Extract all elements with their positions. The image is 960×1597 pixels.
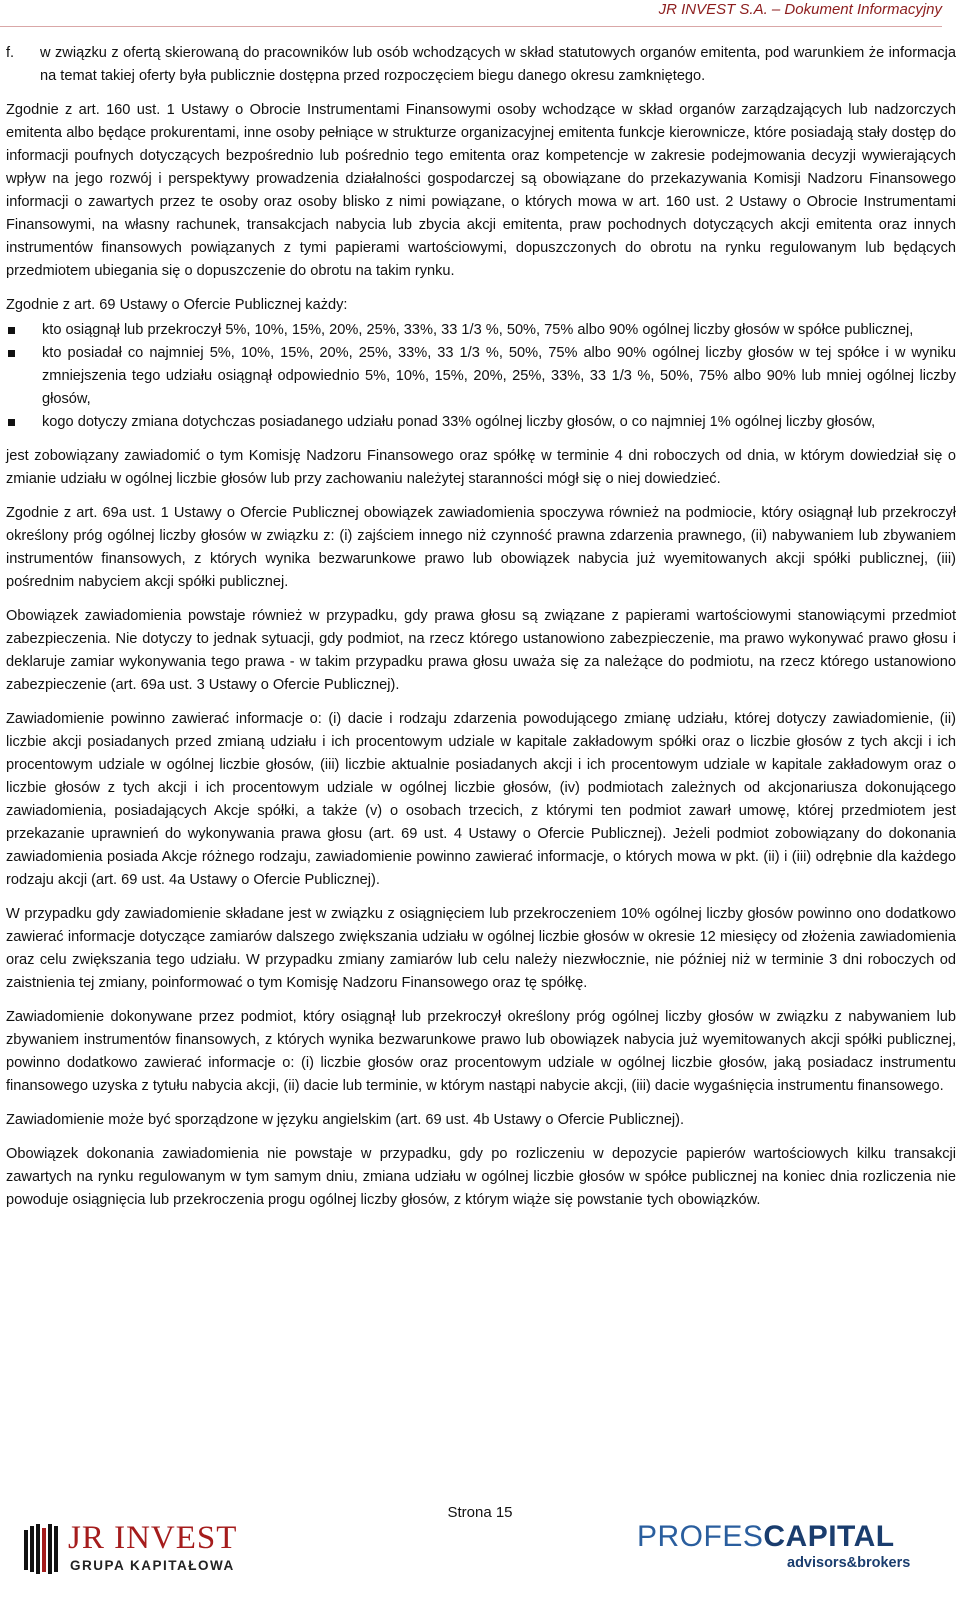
paragraph-art-160: Zgodnie z art. 160 ust. 1 Ustawy o Obrocie Instrumentami Finansowymi osoby wchodzące w skład organów zarządzających lub nadzorczych emitenta albo będące prokurentami, inne osoby pełniące w strukturze organizacyjnej emitenta funkcje kierownicze, które posiadają stały dostęp do informacji poufnych dotyczących bezpośrednio lub pośrednio tego emitenta oraz kompetencje w zakresie podejmowania decyzji wywierających wpływ na jego rozwój i perspektywy prowadzenia działalności gospodarczej są obowiązane do przekazywania Komisji Nadzoru Finansowego informacji o zawartych przez te osoby oraz osoby blisko z nimi powiązane, o których mowa w art. 160 ust. 2 Ustawy o Obrocie Instrumentami Finansowymi, na własny rachunek, transakcjach nabycia lub zbycia akcji emitenta, praw pochodnych dotyczących akcji emitenta oraz innych instrumentów finansowych powiązanych z tymi papierami wartościowymi, dopuszczonych do obrotu na rynku regulowanym lub będących przedmiotem ubiegania się o dopuszczenie do obrotu na takim rynku. — [6, 102, 956, 279]
square-bullet-icon — [6, 342, 42, 411]
threshold-list — [6, 319, 956, 434]
profescapital-brand — [637, 1520, 895, 1554]
list-item-f — [6, 42, 956, 88]
jr-invest-brand: JR INVEST — [68, 1520, 238, 1556]
paragraph-exemption: Obowiązek dokonania zawiadomienia nie powstaje w przypadku, gdy po rozliczeniu w depozycie papierów wartościowych kilku transakcji zawartych na rynku regulowanym w tym samym dniu, zmiana udziału w ogólnej liczbie głosów w spółce publicznej na koniec dnia rozliczenia nie powoduje osiągnięcia lub przekroczenia progu ogólnej liczby głosów, z którym wiąże się powstanie tych obowiązków. — [6, 1146, 956, 1208]
document-body — [6, 42, 956, 1223]
list-item — [6, 319, 956, 342]
paragraph-art-69a: Zgodnie z art. 69a ust. 1 Ustawy o Ofercie Publicznej obowiązek zawiadomienia spoczywa również na podmiocie, który osiągnął lub przekroczył określony próg ogólnej liczby głosów w związku z: (i) zajściem innego niż czynność prawna zdarzenia prawnego, (ii) nabywaniem lub zbywaniem instrumentów finansowych, z których wynika bezwarunkowe prawo lub obowiązek nabycia już wyemitowanych akcji spółki publicznej, (iii) pośrednim nabyciem akcji spółki publicznej. — [6, 505, 956, 590]
header-title: JR INVEST S.A. – Dokument Informacyjny — [658, 1, 942, 18]
square-bullet-icon — [6, 319, 42, 342]
bullet-text: kto posiadał co najmniej 5%, 10%, 15%, 20%, 25%, 33%, 33 1/3 %, 50%, 75% albo 90% ogólnej liczby głosów w tej spółce i w wyniku zmniejszenia tego udziału osiągnął odpowiednio 5%, 10%, 15%, 20%, 25%, 33%, 33 1/3 %, 50%, 75% albo 90% lub mniej ogólnej liczby głosów, — [42, 345, 956, 407]
paragraph-10-percent: W przypadku gdy zawiadomienie składane jest w związku z osiągnięciem lub przekroczeniem 10% ogólnej liczby głosów powinno ono dodatkowo zawierać informacje dotyczące zamiarów dalszego zwiększania udziału w ogólnej liczbie głosów w okresie 12 miesięcy od złożenia zawiadomienia oraz celu zwiększania tego udziału. W przypadku zmiany zamiarów lub celu należy niezwłocznie, nie później niż w terminie 3 dni roboczych od zaistnienia tej zmiany, poinformować o tym Komisję Nadzoru Finansowego oraz tę spółkę. — [6, 906, 956, 991]
list-item — [6, 342, 956, 411]
capital-wordmark: CAPITAL — [763, 1520, 895, 1553]
list-item-text: w związku z ofertą skierowaną do pracowników lub osób wchodzących w skład statutowych organów emitenta, pod warunkiem że informacja na temat takiej oferty była publicznie dostępna przed rozpoczęciem biegu danego okresu zamkniętego. — [40, 45, 956, 84]
profescapital-logo — [637, 1520, 937, 1580]
list-item — [6, 411, 956, 434]
profescapital-tagline: advisors&brokers — [787, 1555, 911, 1571]
paragraph-obligation: jest zobowiązany zawiadomić o tym Komisję Nadzoru Finansowego oraz spółkę w terminie 4 dni roboczych od dnia, w którym dowiedział się o zmianie udziału w ogólnej liczbie głosów lub przy zachowaniu należytej staranności mógł się o niej dowiedzieć. — [6, 448, 956, 487]
jr-emblem-icon — [24, 1524, 62, 1576]
jr-invest-tagline: GRUPA KAPITAŁOWA — [70, 1558, 235, 1573]
paragraph-instruments: Zawiadomienie dokonywane przez podmiot, który osiągnął lub przekroczył określony próg ogólnej liczby głosów w związku z nabywaniem lub zbywaniem instrumentów finansowych, z których wynika bezwarunkowe prawo lub obowiązek nabycia już wyemitowanych akcji spółki publicznej, powinno dodatkowo zawierać informacje o: (i) liczbie głosów oraz procentowym udziale w ogólnej liczbie głosów, jaką posiadacz instrumentu finansowego uzyska z tytułu nabycia akcji, (ii) dacie lub terminie, w którym nastąpi nabycie akcji, (iii) dacie wygaśnięcia instrumentu finansowego. — [6, 1009, 956, 1094]
paragraph-english: Zawiadomienie może być sporządzone w języku angielskim (art. 69 ust. 4b Ustawy o Ofercie Publicznej). — [6, 1112, 685, 1128]
page-number: Strona 15 — [447, 1504, 513, 1521]
square-bullet-icon — [6, 411, 42, 434]
page-footer — [0, 1500, 960, 1597]
page-header — [0, 0, 942, 27]
jr-invest-logo — [24, 1518, 254, 1578]
list-marker: f. — [6, 45, 15, 61]
bullet-text: kto osiągnął lub przekroczył 5%, 10%, 15%, 20%, 25%, 33%, 33 1/3 %, 50%, 75% albo 90% ogólnej liczby głosów w spółce publicznej, — [42, 322, 914, 338]
bullet-text: kogo dotyczy zmiana dotychczas posiadanego udziału ponad 33% ogólnej liczby głosów, o co najmniej 1% ogólnej liczby głosów, — [42, 414, 876, 430]
paragraph-art-69-intro: Zgodnie z art. 69 Ustawy o Ofercie Publicznej każdy: — [6, 297, 348, 313]
paragraph-notice-content: Zawiadomienie powinno zawierać informacje o: (i) dacie i rodzaju zdarzenia powodującego zmianę udziału, której dotyczy zawiadomienie, (ii) liczbie akcji posiadanych przed zmianą udziału i ich procentowym udziale w kapitale zakładowym spółki oraz o liczbie głosów z tych akcji i ich procentowym udziale w ogólnej liczbie głosów, (iii) liczbie aktualnie posiadanych akcji i ich procentowym udziale w kapitale zakładowym oraz o liczbie głosów z tych akcji i ich procentowym udziale w ogólnej liczbie głosów, (iv) podmiotach zależnych od akcjonariusza dokonującego zawiadomienia, posiadających Akcje spółki, a także (v) o osobach trzecich, z którymi ten podmiot zawarł umowę, której przedmiotem jest przekazanie uprawnień do wykonywania prawa głosu (art. 69 ust. 4 Ustawy o Ofercie Publicznej). Jeżeli podmiot zobowiązany do dokonania zawiadomienia posiada Akcje różnego rodzaju, zawiadomienie powinno zawierać informacje, o których mowa w pkt. (ii) i (iii) odrębnie dla każdego rodzaju akcji (art. 69 ust. 4a Ustawy o Ofercie Publicznej). — [6, 711, 956, 888]
profes-wordmark: PROFES — [637, 1520, 764, 1553]
paragraph-collateral: Obowiązek zawiadomienia powstaje również w przypadku, gdy prawa głosu są związane z papierami wartościowymi stanowiącymi przedmiot zabezpieczenia. Nie dotyczy to jednak sytuacji, gdy podmiot, na rzecz którego ustanowiono zabezpieczenie, ma prawo wykonywać prawo głosu i deklaruje zamiar wykonywania tego prawa - w takim przypadku prawa głosu uważa się za należące do podmiotu, na rzecz którego ustanowiono zabezpieczenie (art. 69a ust. 3 Ustawy o Ofercie Publicznej). — [6, 608, 956, 693]
